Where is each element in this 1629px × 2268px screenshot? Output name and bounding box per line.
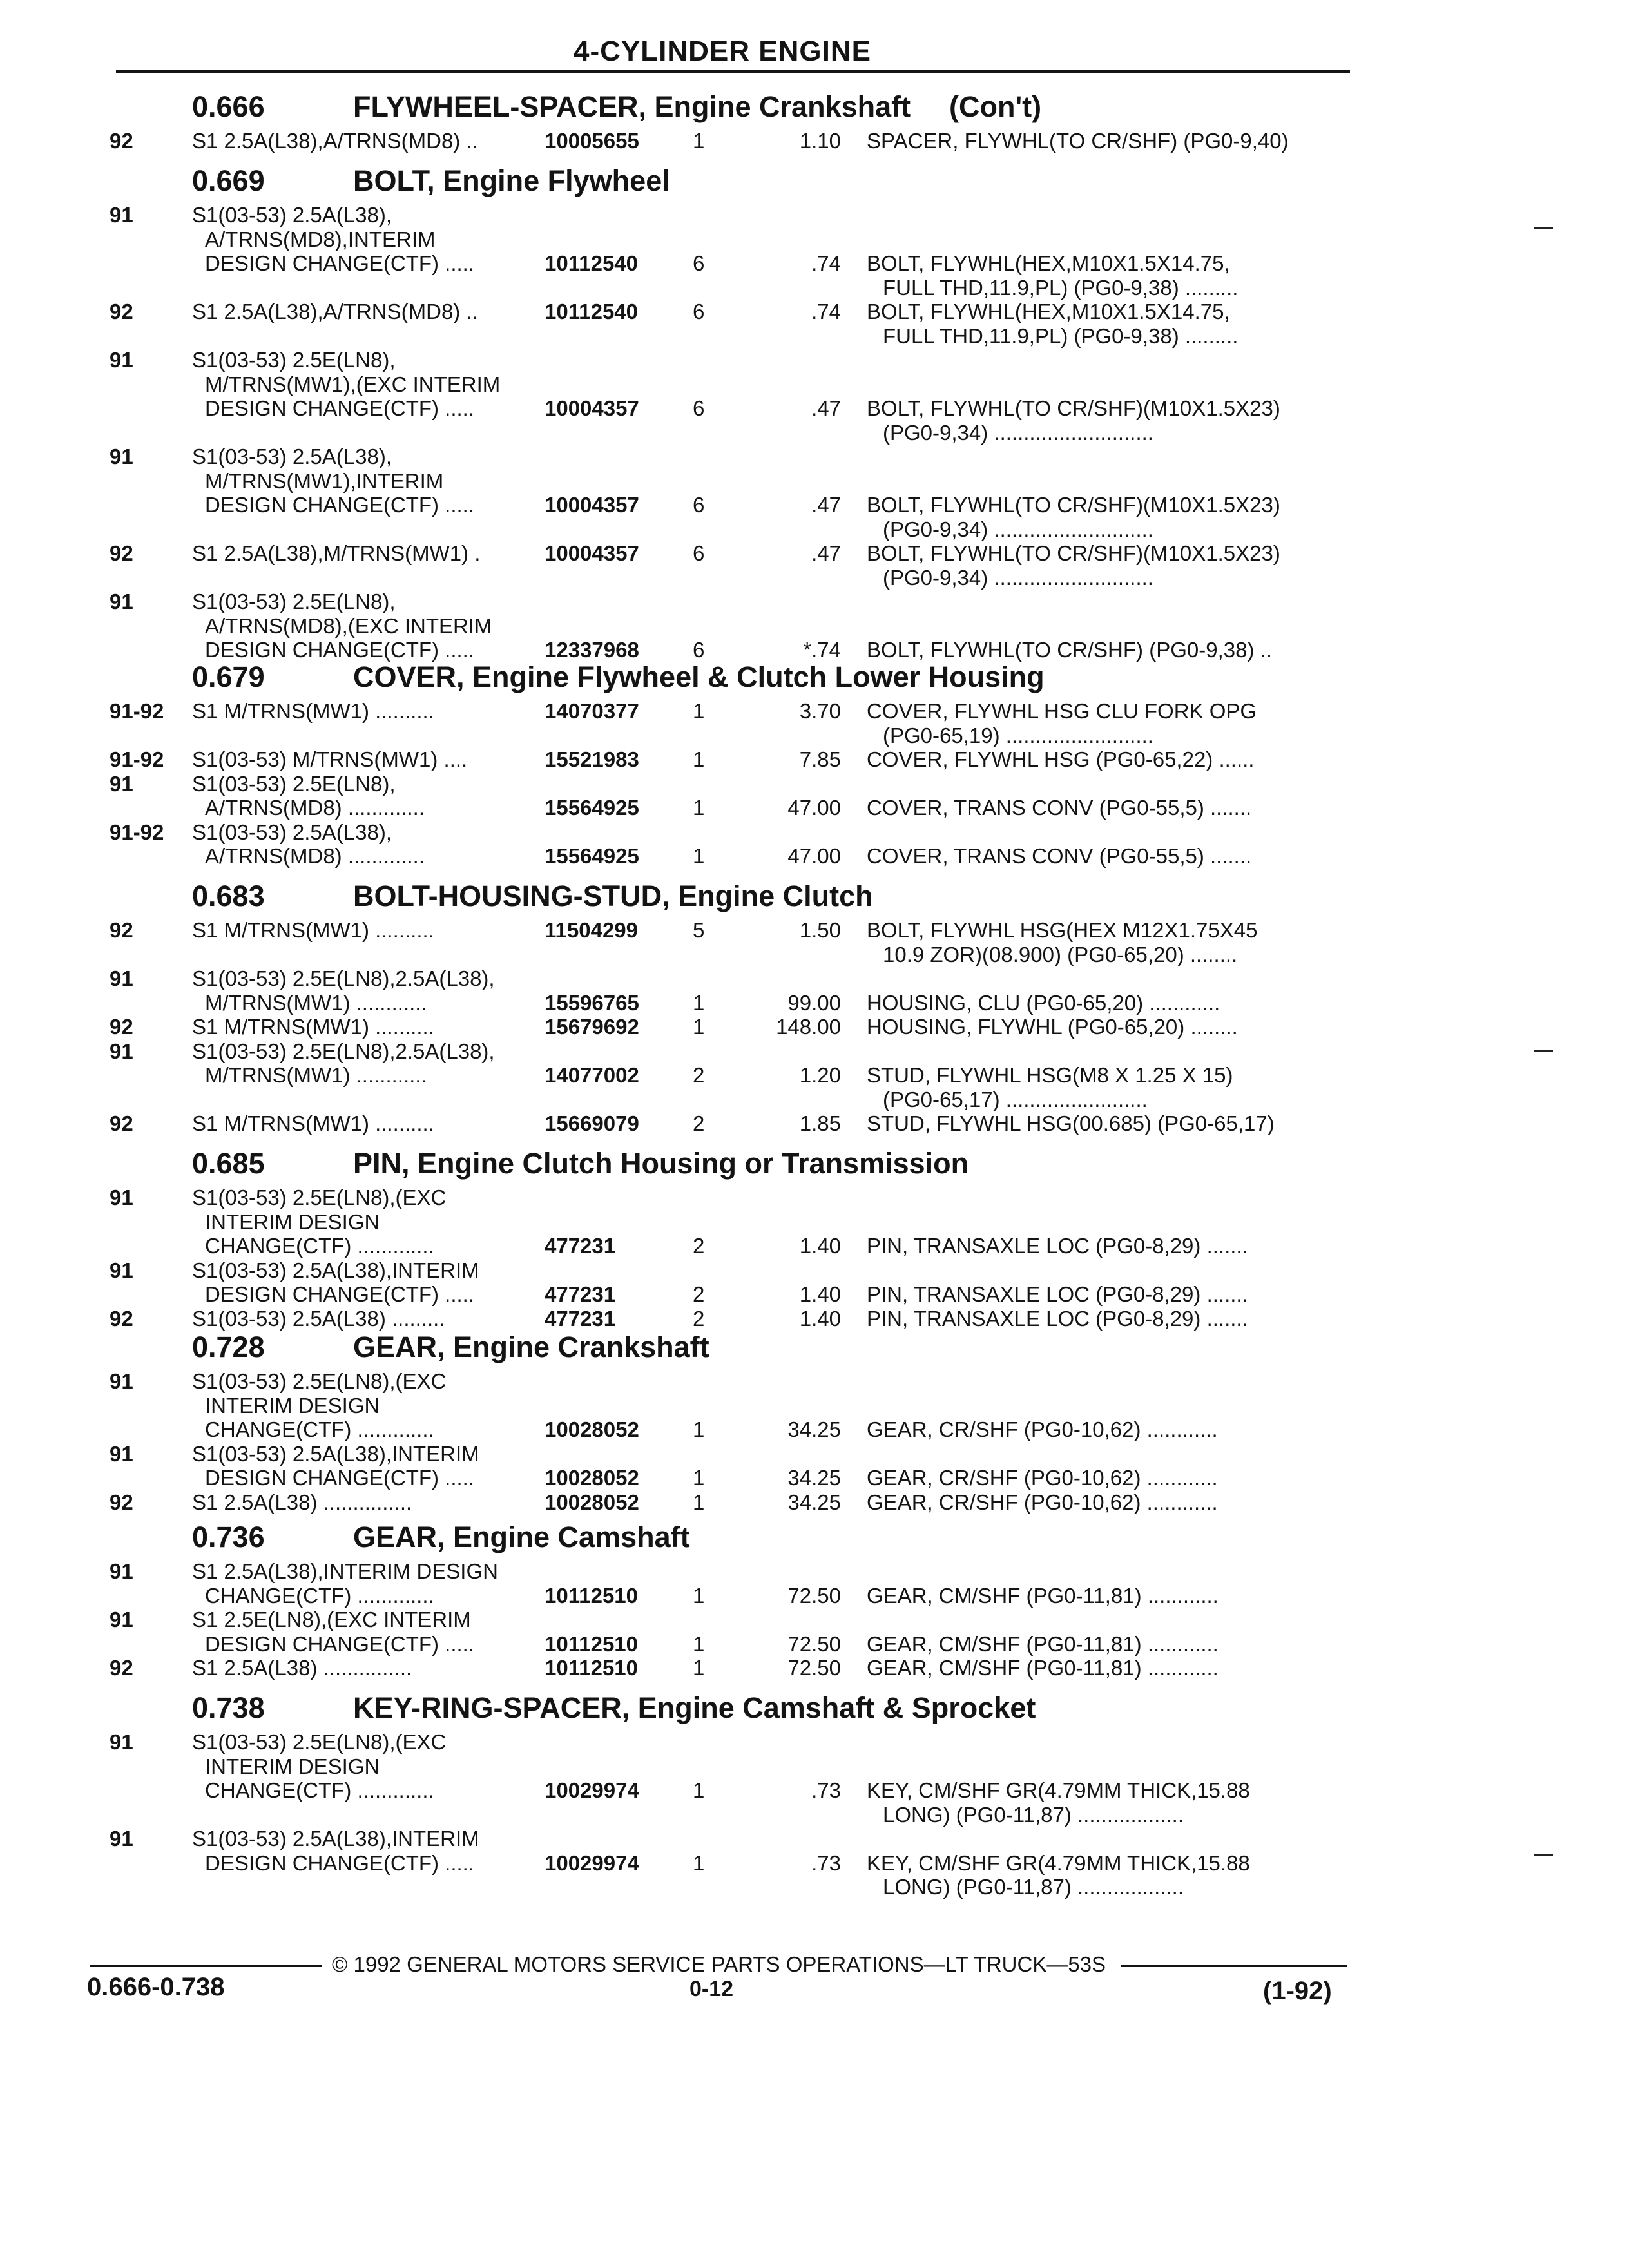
price: .47 — [811, 396, 841, 420]
model-year: 91-92 — [110, 699, 164, 723]
listing-line — [0, 1039, 1629, 1064]
application: DESIGN CHANGE(CTF) ..... — [205, 396, 475, 420]
quantity: 6 — [693, 541, 705, 565]
listing-line — [0, 1632, 1629, 1657]
part-number: 12337968 — [545, 638, 639, 662]
quantity: 2 — [693, 1111, 705, 1135]
application: S1(03-53) 2.5E(LN8), — [192, 348, 396, 372]
application: S1(03-53) 2.5E(LN8), — [192, 772, 396, 796]
part-number: 14070377 — [545, 699, 639, 723]
listing-line — [0, 747, 1629, 772]
application: CHANGE(CTF) ............. — [205, 1234, 434, 1258]
quantity: 5 — [693, 918, 705, 942]
listing-line — [0, 324, 1629, 349]
application: S1(03-53) 2.5E(LN8),(EXC — [192, 1369, 447, 1393]
listing-line — [0, 1394, 1629, 1418]
application: A/TRNS(MD8),INTERIM — [205, 227, 436, 251]
part-number: 15564925 — [545, 796, 639, 820]
part-description: HOUSING, CLU (PG0-65,20) ............ — [867, 991, 1220, 1015]
model-year: 91 — [110, 445, 133, 468]
application: S1(03-53) 2.5E(LN8),(EXC — [192, 1730, 447, 1754]
application: S1 M/TRNS(MW1) .......... — [192, 699, 434, 723]
quantity: 1 — [693, 1851, 705, 1875]
listing-line — [0, 614, 1629, 639]
price: .47 — [811, 493, 841, 517]
price: 1.85 — [799, 1111, 841, 1135]
listing-line — [0, 1307, 1629, 1331]
application: S1 2.5E(LN8),(EXC INTERIM — [192, 1608, 471, 1631]
price: 72.50 — [787, 1584, 841, 1608]
model-year: 91 — [110, 1369, 133, 1393]
part-description: 10.9 ZOR)(08.900) (PG0-65,20) ........ — [883, 943, 1238, 966]
model-year: 91 — [110, 203, 133, 227]
application: S1 M/TRNS(MW1) .......... — [192, 1015, 434, 1039]
listing-line — [0, 469, 1629, 494]
listing-line — [0, 918, 1629, 943]
listing-line — [0, 699, 1629, 724]
application: S1(03-53) 2.5E(LN8),2.5A(L38), — [192, 1039, 495, 1063]
listing-line — [0, 396, 1629, 421]
part-number: 10005655 — [545, 129, 639, 153]
part-number: 10112540 — [545, 300, 639, 323]
application: S1(03-53) 2.5A(L38), — [192, 203, 392, 227]
quantity: 2 — [693, 1234, 705, 1258]
quantity: 1 — [693, 1778, 705, 1802]
model-year: 91-92 — [110, 820, 164, 844]
quantity: 2 — [693, 1307, 705, 1331]
section-continued: (Con't) — [949, 90, 1042, 123]
application: S1 M/TRNS(MW1) .......... — [192, 1111, 434, 1135]
part-number: 477231 — [545, 1282, 616, 1306]
part-description: COVER, TRANS CONV (PG0-55,5) ....... — [867, 844, 1252, 868]
price: 72.50 — [787, 1656, 841, 1680]
part-description: BOLT, FLYWHL(HEX,M10X1.5X14.75, — [867, 300, 1230, 323]
part-description: GEAR, CM/SHF (PG0-11,81) ............ — [867, 1656, 1219, 1680]
price: 34.25 — [787, 1490, 841, 1514]
application: S1(03-53) 2.5A(L38),INTERIM — [192, 1827, 479, 1850]
application: INTERIM DESIGN — [205, 1394, 380, 1418]
quantity: 1 — [693, 1466, 705, 1490]
section-title: BOLT-HOUSING-STUD, Engine Clutch — [353, 879, 873, 912]
revision-mark — [1534, 1050, 1553, 1052]
listing-line — [0, 1803, 1629, 1827]
application: M/TRNS(MW1),INTERIM — [205, 469, 444, 493]
part-description: BOLT, FLYWHL(TO CR/SHF)(M10X1.5X23) — [867, 493, 1280, 517]
application: A/TRNS(MD8),(EXC INTERIM — [205, 614, 492, 638]
part-description: (PG0-65,17) ........................ — [883, 1088, 1148, 1111]
application: S1(03-53) 2.5A(L38),INTERIM — [192, 1442, 479, 1466]
section-code: 0.666 — [192, 90, 265, 123]
listing-line — [0, 1442, 1629, 1466]
application: DESIGN CHANGE(CTF) ..... — [205, 251, 475, 275]
quantity: 1 — [693, 1015, 705, 1039]
model-year: 91 — [110, 1559, 133, 1583]
part-number: 15679692 — [545, 1015, 639, 1039]
quantity: 1 — [693, 747, 705, 771]
footer-date: (1-92) — [1263, 1977, 1332, 2005]
part-description: (PG0-9,34) ........................... — [883, 566, 1153, 590]
part-number: 10029974 — [545, 1778, 639, 1802]
listing-line — [0, 1559, 1629, 1584]
section-code: 0.728 — [192, 1331, 265, 1363]
section-title: COVER, Engine Flywheel & Clutch Lower Housing — [353, 660, 1045, 693]
application: S1(03-53) 2.5E(LN8),(EXC — [192, 1186, 447, 1209]
quantity: 1 — [693, 991, 705, 1015]
part-number: 10028052 — [545, 1490, 639, 1514]
listing-line — [0, 1875, 1629, 1899]
model-year: 91 — [110, 348, 133, 372]
application: M/TRNS(MW1) ............ — [205, 991, 427, 1015]
part-number: 477231 — [545, 1307, 616, 1331]
model-year: 91 — [110, 590, 133, 613]
part-number: 10029974 — [545, 1851, 639, 1875]
part-number: 10112510 — [545, 1632, 639, 1656]
model-year: 91 — [110, 966, 133, 990]
part-description: LONG) (PG0-11,87) .................. — [883, 1803, 1184, 1827]
model-year: 92 — [110, 129, 133, 153]
listing-line — [0, 541, 1629, 566]
listing-line — [0, 1656, 1629, 1680]
part-number: 10028052 — [545, 1466, 639, 1490]
application: CHANGE(CTF) ............. — [205, 1584, 434, 1608]
application: CHANGE(CTF) ............. — [205, 1418, 434, 1441]
price: 1.40 — [799, 1282, 841, 1306]
price: 99.00 — [787, 991, 841, 1015]
application: S1 2.5A(L38),INTERIM DESIGN — [192, 1559, 498, 1583]
application: M/TRNS(MW1) ............ — [205, 1063, 427, 1087]
part-description: BOLT, FLYWHL HSG(HEX M12X1.75X45 — [867, 918, 1258, 942]
part-number: 10112540 — [545, 251, 639, 275]
listing-line — [0, 590, 1629, 614]
listing-line — [0, 1088, 1629, 1112]
quantity: 1 — [693, 844, 705, 868]
listing-line — [0, 1210, 1629, 1235]
listing-line — [0, 372, 1629, 397]
model-year: 92 — [110, 1111, 133, 1135]
listing-line — [0, 1418, 1629, 1442]
listing-line — [0, 1369, 1629, 1394]
listing-line — [0, 129, 1629, 153]
listing-line — [0, 772, 1629, 796]
listing-line — [0, 820, 1629, 845]
model-year: 91 — [110, 1258, 133, 1282]
application: S1 2.5A(L38),A/TRNS(MD8) .. — [192, 300, 478, 323]
part-description: STUD, FLYWHL HSG(00.685) (PG0-65,17) — [867, 1111, 1275, 1135]
application: S1(03-53) 2.5A(L38),INTERIM — [192, 1258, 479, 1282]
application: A/TRNS(MD8) ............. — [205, 844, 425, 868]
listing-line — [0, 1608, 1629, 1632]
quantity: 1 — [693, 699, 705, 723]
listing-line — [0, 1466, 1629, 1490]
part-number: 477231 — [545, 1234, 616, 1258]
part-description: KEY, CM/SHF GR(4.79MM THICK,15.88 — [867, 1851, 1250, 1875]
part-description: COVER, FLYWHL HSG CLU FORK OPG — [867, 699, 1257, 723]
listing-line — [0, 1186, 1629, 1210]
price: 1.40 — [799, 1234, 841, 1258]
part-description: STUD, FLYWHL HSG(M8 X 1.25 X 15) — [867, 1063, 1233, 1087]
price: 148.00 — [776, 1015, 841, 1039]
quantity: 1 — [693, 796, 705, 820]
quantity: 1 — [693, 1584, 705, 1608]
model-year: 91 — [110, 1186, 133, 1209]
model-year: 92 — [110, 1490, 133, 1514]
listing-line — [0, 796, 1629, 820]
section-code: 0.683 — [192, 879, 265, 912]
model-year: 92 — [110, 1307, 133, 1331]
quantity: 6 — [693, 638, 705, 662]
quantity: 6 — [693, 493, 705, 517]
part-description: GEAR, CM/SHF (PG0-11,81) ............ — [867, 1584, 1219, 1608]
listing-line — [0, 517, 1629, 542]
listing-line — [0, 1234, 1629, 1258]
listing-line — [0, 421, 1629, 445]
price: 1.20 — [799, 1063, 841, 1087]
listing-line — [0, 493, 1629, 517]
part-number: 15596765 — [545, 991, 639, 1015]
listing-line — [0, 1584, 1629, 1608]
listing-line — [0, 566, 1629, 590]
section-title: GEAR, Engine Camshaft — [353, 1521, 690, 1553]
application: S1(03-53) 2.5A(L38), — [192, 445, 392, 468]
listing-line — [0, 1827, 1629, 1851]
application: S1 2.5A(L38),M/TRNS(MW1) . — [192, 541, 481, 565]
application: S1 M/TRNS(MW1) .......... — [192, 918, 434, 942]
part-number: 10004357 — [545, 493, 639, 517]
application: CHANGE(CTF) ............. — [205, 1778, 434, 1802]
section-code: 0.669 — [192, 164, 265, 197]
section-code: 0.736 — [192, 1521, 265, 1553]
application: DESIGN CHANGE(CTF) ..... — [205, 1851, 475, 1875]
section-title: PIN, Engine Clutch Housing or Transmission — [353, 1147, 969, 1180]
listing-line — [0, 1063, 1629, 1088]
part-number: 10112510 — [545, 1584, 639, 1608]
section-title: KEY-RING-SPACER, Engine Camshaft & Sprocket — [353, 1691, 1036, 1724]
listing-line — [0, 300, 1629, 324]
application: M/TRNS(MW1),(EXC INTERIM — [205, 372, 501, 396]
part-description: (PG0-9,34) ........................... — [883, 517, 1153, 541]
part-description: COVER, TRANS CONV (PG0-55,5) ....... — [867, 796, 1252, 820]
price: 72.50 — [787, 1632, 841, 1656]
model-year: 91 — [110, 1608, 133, 1631]
part-description: GEAR, CR/SHF (PG0-10,62) ............ — [867, 1490, 1218, 1514]
listing-line — [0, 943, 1629, 967]
listing-line — [0, 1754, 1629, 1779]
part-description: BOLT, FLYWHL(TO CR/SHF)(M10X1.5X23) — [867, 396, 1280, 420]
part-number: 11504299 — [545, 918, 639, 942]
part-number: 15521983 — [545, 747, 639, 771]
quantity: 1 — [693, 129, 705, 153]
part-description: PIN, TRANSAXLE LOC (PG0-8,29) ....... — [867, 1234, 1248, 1258]
part-description: KEY, CM/SHF GR(4.79MM THICK,15.88 — [867, 1778, 1250, 1802]
quantity: 6 — [693, 396, 705, 420]
application: DESIGN CHANGE(CTF) ..... — [205, 1282, 475, 1306]
listing-line — [0, 1490, 1629, 1515]
section-code: 0.679 — [192, 660, 265, 693]
model-year: 92 — [110, 1656, 133, 1680]
quantity: 1 — [693, 1418, 705, 1441]
listing-line — [0, 1258, 1629, 1283]
listing-line — [0, 1851, 1629, 1876]
footer-copyright: © 1992 GENERAL MOTORS SERVICE PARTS OPERATIONS—LT TRUCK—53S — [332, 1952, 1106, 1976]
quantity: 6 — [693, 300, 705, 323]
part-description: FULL THD,11.9,PL) (PG0-9,38) ......... — [883, 276, 1239, 300]
quantity: 1 — [693, 1632, 705, 1656]
listing-line — [0, 227, 1629, 252]
price: 1.10 — [799, 129, 841, 153]
part-description: SPACER, FLYWHL(TO CR/SHF) (PG0-9,40) — [867, 129, 1289, 153]
listing-line — [0, 251, 1629, 276]
listing-line — [0, 844, 1629, 869]
part-description: GEAR, CM/SHF (PG0-11,81) ............ — [867, 1632, 1219, 1656]
listing-line — [0, 991, 1629, 1015]
part-description: HOUSING, FLYWHL (PG0-65,20) ........ — [867, 1015, 1238, 1039]
part-number: 10004357 — [545, 541, 639, 565]
part-description: COVER, FLYWHL HSG (PG0-65,22) ...... — [867, 747, 1255, 771]
part-number: 15669079 — [545, 1111, 639, 1135]
application: S1 2.5A(L38) ............... — [192, 1490, 412, 1514]
price: 47.00 — [787, 796, 841, 820]
application: S1(03-53) M/TRNS(MW1) .... — [192, 747, 468, 771]
part-description: GEAR, CR/SHF (PG0-10,62) ............ — [867, 1418, 1218, 1441]
price: .73 — [811, 1851, 841, 1875]
quantity: 2 — [693, 1063, 705, 1087]
listing-line — [0, 1282, 1629, 1307]
listing-line — [0, 1778, 1629, 1803]
application: INTERIM DESIGN — [205, 1210, 380, 1234]
footer-rule — [1121, 1965, 1347, 1967]
quantity: 1 — [693, 1656, 705, 1680]
price: 1.40 — [799, 1307, 841, 1331]
quantity: 2 — [693, 1282, 705, 1306]
application: S1 2.5A(L38) ............... — [192, 1656, 412, 1680]
model-year: 91-92 — [110, 747, 164, 771]
listing-line — [0, 1730, 1629, 1754]
application: DESIGN CHANGE(CTF) ..... — [205, 493, 475, 517]
price: 47.00 — [787, 844, 841, 868]
footer-page-number: 0-12 — [689, 1977, 734, 2001]
revision-mark — [1534, 1854, 1553, 1856]
part-description: LONG) (PG0-11,87) .................. — [883, 1875, 1184, 1899]
model-year: 91 — [110, 1442, 133, 1466]
quantity: 1 — [693, 1490, 705, 1514]
part-number: 15564925 — [545, 844, 639, 868]
model-year: 91 — [110, 1039, 133, 1063]
part-number: 14077002 — [545, 1063, 639, 1087]
price: 7.85 — [799, 747, 841, 771]
part-description: (PG0-9,34) ........................... — [883, 421, 1153, 445]
price: *.74 — [803, 638, 841, 662]
listing-line — [0, 638, 1629, 662]
part-description: BOLT, FLYWHL(TO CR/SHF) (PG0-9,38) .. — [867, 638, 1272, 662]
section-code: 0.685 — [192, 1147, 265, 1180]
model-year: 91 — [110, 1827, 133, 1850]
price: 1.50 — [799, 918, 841, 942]
listing-line — [0, 966, 1629, 991]
part-description: BOLT, FLYWHL(HEX,M10X1.5X14.75, — [867, 251, 1230, 275]
application: DESIGN CHANGE(CTF) ..... — [205, 1632, 475, 1656]
model-year: 91 — [110, 772, 133, 796]
application: S1(03-53) 2.5A(L38) ......... — [192, 1307, 445, 1331]
part-number: 10004357 — [545, 396, 639, 420]
price: 3.70 — [799, 699, 841, 723]
part-description: PIN, TRANSAXLE LOC (PG0-8,29) ....... — [867, 1307, 1248, 1331]
part-description: (PG0-65,19) ......................... — [883, 724, 1153, 747]
application: DESIGN CHANGE(CTF) ..... — [205, 638, 475, 662]
footer-rule — [90, 1965, 322, 1967]
part-description: GEAR, CR/SHF (PG0-10,62) ............ — [867, 1466, 1218, 1490]
application: DESIGN CHANGE(CTF) ..... — [205, 1466, 475, 1490]
price: .47 — [811, 541, 841, 565]
section-title: GEAR, Engine Crankshaft — [353, 1331, 709, 1363]
listing-line — [0, 1111, 1629, 1136]
footer-section-range: 0.666-0.738 — [87, 1973, 225, 2001]
application: A/TRNS(MD8) ............. — [205, 796, 425, 820]
model-year: 92 — [110, 300, 133, 323]
listing-line — [0, 445, 1629, 469]
page-title: 4-CYLINDER ENGINE — [574, 35, 871, 67]
listing-line — [0, 348, 1629, 372]
section-title: BOLT, Engine Flywheel — [353, 164, 670, 197]
listing-line — [0, 203, 1629, 227]
price: 34.25 — [787, 1466, 841, 1490]
section-code: 0.738 — [192, 1691, 265, 1724]
part-description: BOLT, FLYWHL(TO CR/SHF)(M10X1.5X23) — [867, 541, 1280, 565]
part-description: PIN, TRANSAXLE LOC (PG0-8,29) ....... — [867, 1282, 1248, 1306]
application: S1(03-53) 2.5E(LN8),2.5A(L38), — [192, 966, 495, 990]
model-year: 91 — [110, 1730, 133, 1754]
section-title: FLYWHEEL-SPACER, Engine Crankshaft — [353, 90, 911, 123]
part-description: FULL THD,11.9,PL) (PG0-9,38) ......... — [883, 324, 1239, 348]
model-year: 92 — [110, 918, 133, 942]
price: .74 — [811, 300, 841, 323]
application: S1(03-53) 2.5A(L38), — [192, 820, 392, 844]
header-rule — [116, 70, 1350, 73]
listing-line — [0, 1015, 1629, 1039]
application: INTERIM DESIGN — [205, 1754, 380, 1778]
revision-mark — [1534, 227, 1553, 229]
price: 34.25 — [787, 1418, 841, 1441]
application: S1 2.5A(L38),A/TRNS(MD8) .. — [192, 129, 478, 153]
model-year: 92 — [110, 541, 133, 565]
model-year: 92 — [110, 1015, 133, 1039]
part-number: 10028052 — [545, 1418, 639, 1441]
price: .73 — [811, 1778, 841, 1802]
price: .74 — [811, 251, 841, 275]
quantity: 6 — [693, 251, 705, 275]
part-number: 10112510 — [545, 1656, 639, 1680]
listing-line — [0, 724, 1629, 748]
application: S1(03-53) 2.5E(LN8), — [192, 590, 396, 613]
listing-line — [0, 276, 1629, 300]
